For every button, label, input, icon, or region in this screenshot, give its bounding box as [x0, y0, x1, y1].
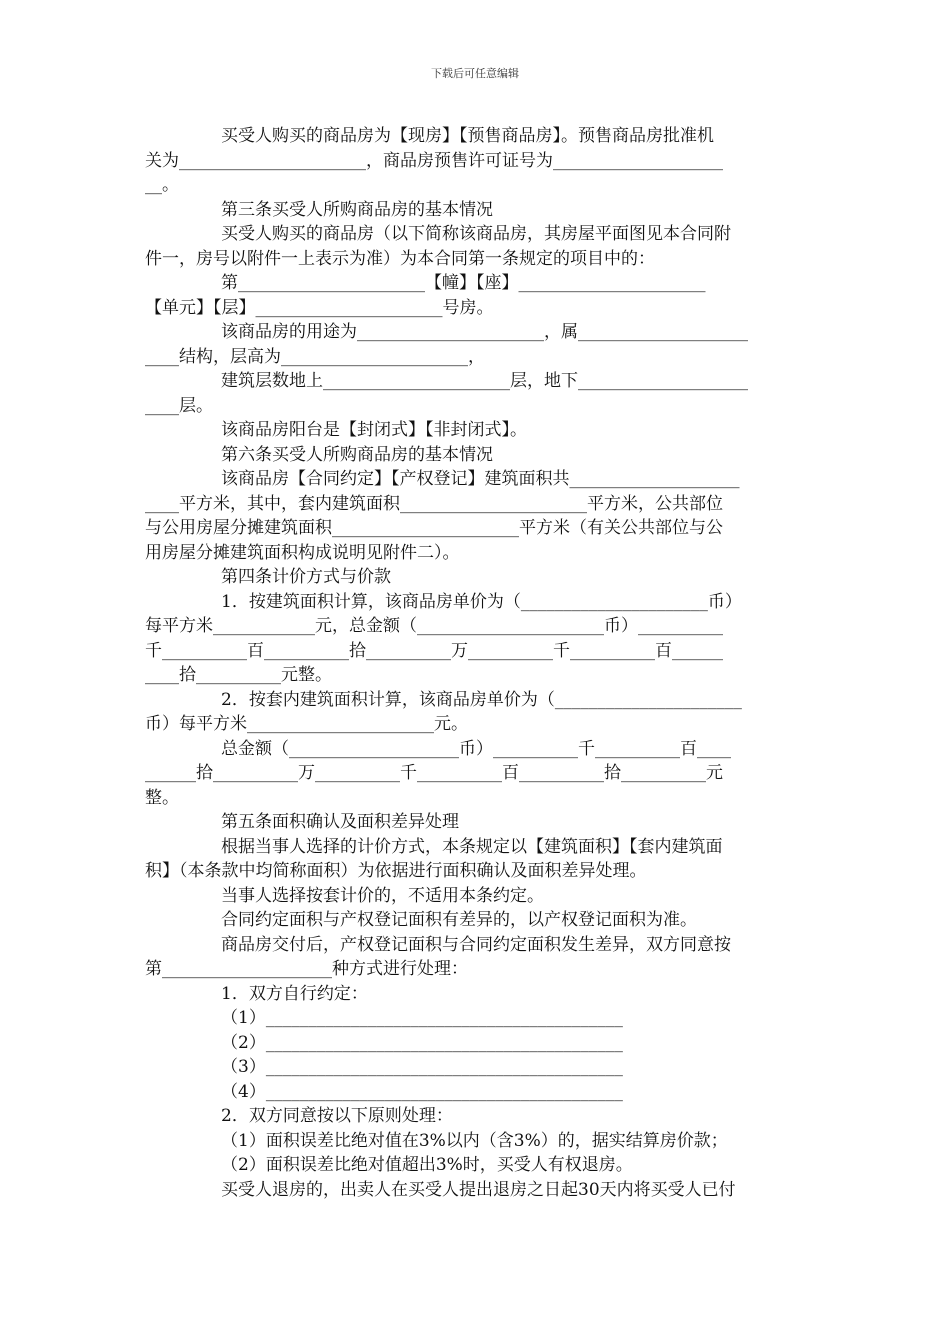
- text-line: ____拾__________元整。: [145, 665, 332, 685]
- text-line: ______拾__________万__________千__________百__________拾__________元: [145, 763, 723, 783]
- text-line: 整。: [145, 787, 179, 808]
- text-line: 关为______________________，商品房预售许可证号为____________________: [145, 150, 723, 171]
- text-line: 当事人选择按套计价的，不适用本条约定。: [221, 885, 544, 906]
- text-line: 买受人购买的商品房为【现房】【预售商品房】。预售商品房批准机: [221, 126, 714, 146]
- text-line: 千__________百__________拾__________万__________千__________百______: [145, 640, 723, 661]
- article-heading: 第五条面积确认及面积差异处理: [221, 812, 459, 832]
- text-line: 1．双方自行约定：: [221, 983, 368, 1004]
- text-line: 第______________________【幢】【座】______________________: [221, 273, 706, 293]
- text-line: 该商品房阳台是【封闭式】【非封闭式】。: [221, 420, 527, 440]
- text-line: 每平方米____________元，总金额（______________________币）__________: [145, 616, 723, 636]
- text-line: 第____________________种方式进行处理：: [145, 959, 468, 979]
- text-line: （4）__________________________________________: [221, 1081, 623, 1102]
- text-line: 1．按建筑面积计算，该商品房单价为（______________________币）: [221, 591, 742, 612]
- text-line: （3）__________________________________________: [221, 1057, 623, 1077]
- text-line: 商品房交付后，产权登记面积与合同约定面积发生差异，双方同意按: [221, 934, 731, 955]
- text-line: ____平方米，其中，套内建筑面积______________________平方米，公共部位: [145, 493, 723, 514]
- article-heading: 第四条计价方式与价款: [221, 567, 391, 587]
- text-line: 该商品房【合同约定】【产权登记】建筑面积共____________________: [221, 469, 740, 489]
- text-line: （2）__________________________________________: [221, 1032, 623, 1053]
- text-line: 币）每平方米______________________元。: [145, 714, 468, 734]
- text-line: 该商品房的用途为______________________，属____________________: [221, 322, 748, 342]
- text-line: 合同约定面积与产权登记面积有差异的，以产权登记面积为准。: [221, 910, 697, 930]
- text-line: 总金额（____________________币）__________千__________百____: [221, 738, 731, 759]
- text-line: （1）__________________________________________: [221, 1008, 623, 1028]
- text-line: 积】（本条款中均简称面积）为依据进行面积确认及面积差异处理。: [145, 861, 647, 881]
- text-line: （1）面积误差比绝对值在3%以内（含3%）的，据实结算房价款；: [221, 1130, 728, 1151]
- text-line: __。: [145, 175, 179, 195]
- contract-body: [145, 124, 797, 1202]
- text-line: 买受人购买的商品房（以下简称该商品房，其房屋平面图见本合同附: [221, 224, 731, 244]
- text-line: 件一，房号以附件一上表示为准）为本合同第一条规定的项目中的：: [145, 248, 655, 269]
- text-line: （2）面积误差比绝对值超出3%时，买受人有权退房。: [221, 1155, 633, 1175]
- text-line: ____层。: [145, 395, 213, 416]
- page-header-note: 下载后可任意编辑: [431, 67, 519, 80]
- text-line: 用房屋分摊建筑面积构成说明见附件二）。: [145, 542, 460, 563]
- article-heading: 第三条买受人所购商品房的基本情况: [221, 199, 493, 220]
- text-line: 根据当事人选择的计价方式，本条规定以【建筑面积】【套内建筑面: [221, 836, 723, 857]
- text-line: 【单元】【层】______________________号房。: [145, 297, 494, 318]
- text-line: 2．双方同意按以下原则处理：: [221, 1106, 453, 1126]
- text-line: 买受人退房的，出卖人在买受人提出退房之日起30天内将买受人已付: [221, 1179, 736, 1200]
- text-line: 建筑层数地上______________________层，地下____________________: [221, 371, 748, 391]
- text-line: 与公用房屋分摊建筑面积______________________平方米（有关公共部位与公: [145, 518, 723, 538]
- text-line: ____结构，层高为______________________，: [145, 346, 485, 367]
- article-heading: 第六条买受人所购商品房的基本情况: [221, 444, 493, 465]
- text-line: 2．按套内建筑面积计算，该商品房单价为（______________________: [221, 689, 742, 710]
